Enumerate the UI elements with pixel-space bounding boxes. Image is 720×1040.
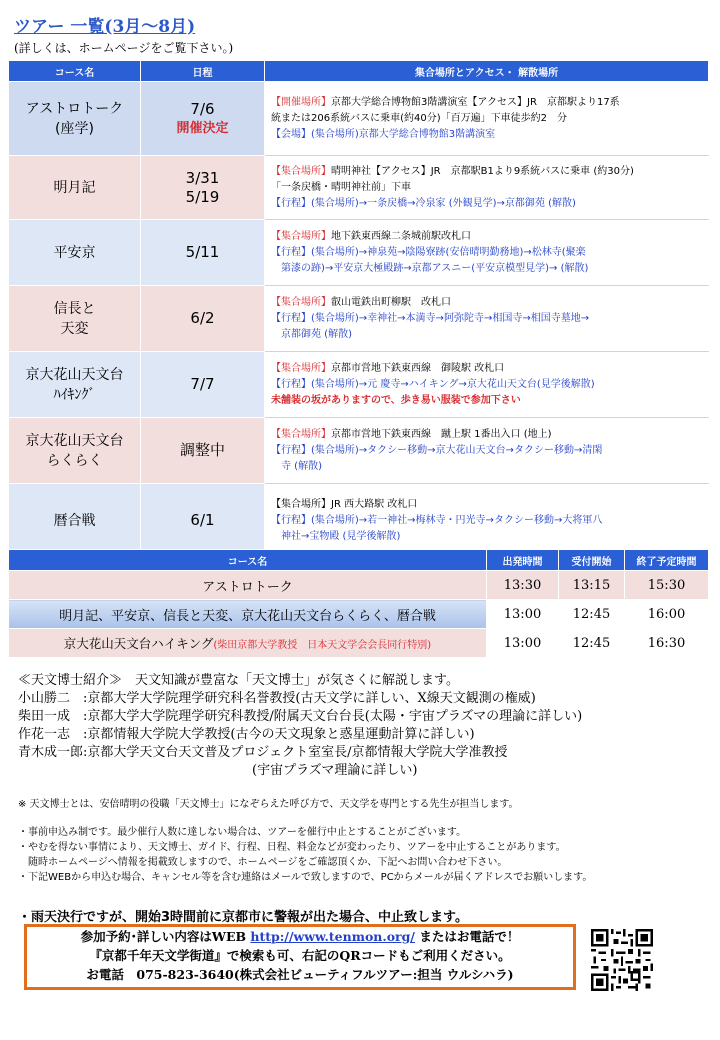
tour-row — [9, 286, 709, 352]
header-date: 日程 — [141, 61, 265, 82]
access-line — [271, 327, 702, 343]
tour-row — [9, 418, 709, 484]
hakase-intro: ≪天文博士紹介≫ 天文知識が豊富な「天文博士」が気さくに解説します。 — [18, 673, 459, 688]
access-text: 京都市営地下鉄東西線 御陵駅 改札口 — [331, 362, 505, 374]
course-date: 6/2 — [190, 309, 215, 327]
schedule-depart: 13:30 — [487, 571, 559, 600]
course-date-cell — [141, 82, 265, 156]
access-line — [271, 361, 702, 377]
note-item: ・下記WEBから申込む場合、キャンセル等を含む連絡はメールで致しますので、PCからメールが届くアドレスでお願いします。 — [18, 872, 593, 883]
course-date-cell — [141, 220, 265, 286]
schedule-end: 16:30 — [625, 629, 709, 658]
course-date: 6/1 — [190, 511, 215, 529]
access-text: 【集合場所】 — [271, 296, 331, 308]
access-text: 【行程】(集合場所)→タクシー移動→京大花山天文台→タクシー移動→清閑 — [271, 444, 603, 456]
course-name: 京大花山天文台 ﾊｲｷﾝｸﾞ — [9, 352, 141, 418]
schedule-course-name: 京大花山天文台ハイキング — [63, 636, 214, 651]
access-line — [271, 393, 702, 409]
schedule-depart: 13:00 — [487, 600, 559, 629]
access-line — [271, 164, 702, 180]
course-access-details — [265, 352, 709, 418]
course-date-cell — [141, 484, 265, 558]
course-date: 5/11 — [185, 243, 220, 261]
access-line — [271, 311, 702, 327]
access-line — [271, 229, 702, 245]
tour-row — [9, 156, 709, 220]
access-text: 【行程】(集合場所)→若一神社→梅林寺・円光寺→タクシー移動→大将軍八 — [271, 514, 603, 526]
tour-row — [9, 220, 709, 286]
schedule-header-end: 終了予定時間 — [625, 550, 709, 571]
schedule-reception: 13:15 — [559, 571, 625, 600]
access-text: 地下鉄東西線二条城前駅改札口 — [331, 230, 471, 242]
course-date-cell — [141, 352, 265, 418]
schedule-row — [9, 629, 709, 658]
schedule-depart: 13:00 — [487, 629, 559, 658]
schedule-header-course: コース名 — [9, 550, 487, 571]
course-name: アストロトーク (座学) — [9, 82, 141, 156]
access-line — [271, 377, 702, 393]
schedule-header-depart: 出発時間 — [487, 550, 559, 571]
course-access-details — [265, 82, 709, 156]
tour-row — [9, 82, 709, 156]
access-text: 【集合場所】JR 西大路駅 改札口 — [271, 498, 418, 510]
course-status-badge: 開催決定 — [176, 120, 229, 136]
access-text: 第漆の跡)→平安京大極殿跡→京都アスニー(平安京模型見学)→ (解散) — [271, 262, 589, 274]
hakase-member: 青木成一郎:京都大学天文台天文普及プロジェクト室室長/京都情報大学院大学准教授 — [18, 745, 508, 760]
tour-row — [9, 484, 709, 558]
schedule-reception: 12:45 — [559, 629, 625, 658]
contact-box — [24, 924, 576, 990]
course-date: 3/31 5/19 — [185, 168, 220, 206]
access-text: 「一条戻橋・晴明神社前」下車 — [271, 181, 411, 193]
course-name: 暦合戦 — [9, 484, 141, 558]
access-text: 神社→宝物殿 (見学後解散) — [271, 530, 401, 542]
page-title: ツアー 一覧(3月～8月) — [14, 17, 196, 37]
schedule-table — [8, 549, 709, 658]
access-text: 京都市営地下鉄東西線 蹴上駅 1番出入口 (地上) — [331, 428, 552, 440]
course-date-cell — [141, 286, 265, 352]
rain-warning: ・雨天決行ですが、開始3時間前に京都市に警報が出た場合、中止致します。 — [18, 910, 469, 925]
contact-phone-label: またはお電話で！ — [419, 929, 520, 944]
access-text: 【開催場所】 — [271, 96, 331, 108]
access-text: 統または206系統バスに乗車(約40分)「百万遍」下車徒歩約2 分 — [271, 112, 567, 124]
access-line — [271, 443, 702, 459]
contact-line-2: 『京都千年天文学街道』で検索も可、右記のQRコードもご利用ください。 — [89, 948, 511, 963]
course-access-details — [265, 156, 709, 220]
tour-row — [9, 352, 709, 418]
course-date-cell — [141, 156, 265, 220]
contact-web-label: 参加予約･詳しい内容はWEB — [80, 929, 247, 944]
schedule-course-name: アストロトーク — [9, 571, 487, 600]
access-line — [271, 427, 702, 443]
access-line — [271, 127, 702, 143]
access-line — [271, 497, 702, 513]
page-subtitle: (詳しくは、ホームページをご覧下さい。) — [14, 41, 234, 55]
hakase-member: (宇宙プラズマ理論に詳しい) — [18, 763, 418, 778]
access-line — [271, 111, 702, 127]
schedule-row — [9, 600, 709, 629]
schedule-row — [9, 571, 709, 600]
schedule-reception: 12:45 — [559, 600, 625, 629]
course-date: 調整中 — [179, 441, 225, 459]
schedule-end: 16:00 — [625, 600, 709, 629]
schedule-header-reception: 受付開始 — [559, 550, 625, 571]
qr-code-icon[interactable] — [591, 929, 653, 991]
access-text: 寺 (解散) — [271, 460, 322, 472]
access-text: 【行程】(集合場所)→神泉苑→陰陽寮跡(安倍晴明勤務地)→松林寺(聚楽 — [271, 246, 586, 258]
contact-line-3: お電話 075-823-3640(株式会社ビューティフルツアー:担当 ウルシハラ) — [86, 967, 514, 982]
access-line — [271, 95, 702, 111]
header-access: 集合場所とアクセス・ 解散場所 — [265, 61, 709, 82]
website-link[interactable]: http://www.tenmon.org/ — [250, 929, 415, 944]
footnote: ※ 天文博士とは、安倍晴明の役職「天文博士」になぞらえた呼び方で、天文学を専門とする先生が担当します。 — [18, 799, 519, 810]
access-line — [271, 245, 702, 261]
access-text: 【行程】(集合場所)→一条戻橋→冷泉家 (外観見学)→京都御苑 (解散) — [271, 197, 576, 209]
access-text: 【行程】(集合場所)→元 慶寺→ハイキング→京大花山天文台(見学後解散) — [271, 378, 595, 390]
course-date-cell — [141, 418, 265, 484]
access-text: 【集合場所】 — [271, 165, 331, 177]
course-access-details — [265, 286, 709, 352]
note-item: ・事前申込み制です。最少催行人数に達しない場合は、ツアーを催行中止とすることがございます。 — [18, 827, 467, 838]
access-text: 【集合場所】 — [271, 230, 331, 242]
access-text: 【行程】(集合場所)→幸神社→本満寺→阿弥陀寺→相国寺→相国寺墓地→ — [271, 312, 590, 324]
hakase-member: 柴田一成 :京都大学大学院理学研究科教授/附属天文台台長(太陽・宇宙プラズマの理論に詳しい) — [18, 709, 583, 724]
course-access-details — [265, 484, 709, 558]
course-name: 平安京 — [9, 220, 141, 286]
header-course: コース名 — [9, 61, 141, 82]
schedule-special-note: (柴田京都大学教授 日本天文学会会長同行特別) — [213, 640, 432, 651]
access-text: 【集合場所】 — [271, 428, 331, 440]
access-line — [271, 180, 702, 196]
course-name: 京大花山天文台 らくらく — [9, 418, 141, 484]
access-text: 叡山電鉄出町柳駅 改札口 — [331, 296, 451, 308]
access-text: 【会場】(集合場所)京都大学総合博物館3階講演室 — [271, 128, 496, 140]
tour-table — [8, 60, 709, 558]
schedule-course-name: 明月記、平安京、信長と天変、京大花山天文台らくらく、暦合戦 — [9, 600, 487, 629]
hakase-member: 小山勝二 :京都大学大学院理学研究科名誉教授(古天文学に詳しい、X線天文観測の権威) — [18, 691, 536, 706]
note-item: 随時ホームページへ情報を掲載致しますので、ホームページをご確認頂くか、下記へお問い合わせ下さい。 — [18, 857, 508, 868]
hakase-member: 作花一志 :京都情報大学院大学教授(古今の天文現象と惑星運動計算に詳しい) — [18, 727, 475, 742]
schedule-course-cell — [9, 629, 487, 658]
access-line — [271, 459, 702, 475]
course-date: 7/6 — [190, 99, 215, 118]
access-line — [271, 529, 702, 545]
course-date: 7/7 — [190, 375, 215, 393]
course-name: 明月記 — [9, 156, 141, 220]
access-text: 晴明神社【アクセス】JR 京都駅B1より9系統バスに乗車 (約30分) — [331, 165, 634, 177]
schedule-end: 15:30 — [625, 571, 709, 600]
access-line — [271, 196, 702, 212]
access-text: 京都大学総合博物館3階講演室【アクセス】JR 京都駅より17系 — [331, 96, 620, 108]
access-text: 【集合場所】 — [271, 362, 331, 374]
course-access-details — [265, 418, 709, 484]
access-text: 未舗装の坂がありますので、歩き易い服装で参加下さい — [271, 394, 521, 406]
course-access-details — [265, 220, 709, 286]
course-name: 信長と 天変 — [9, 286, 141, 352]
access-line — [271, 513, 702, 529]
note-item: ・やむを得ない事情により、天文博士、ガイド、行程、日程、料金などが変わったり、ツアーを中止することがあります。 — [18, 842, 566, 853]
contact-line-1 — [27, 927, 573, 946]
access-line — [271, 295, 702, 311]
access-text: 京都御苑 (解散) — [271, 328, 352, 340]
access-line — [271, 261, 702, 277]
